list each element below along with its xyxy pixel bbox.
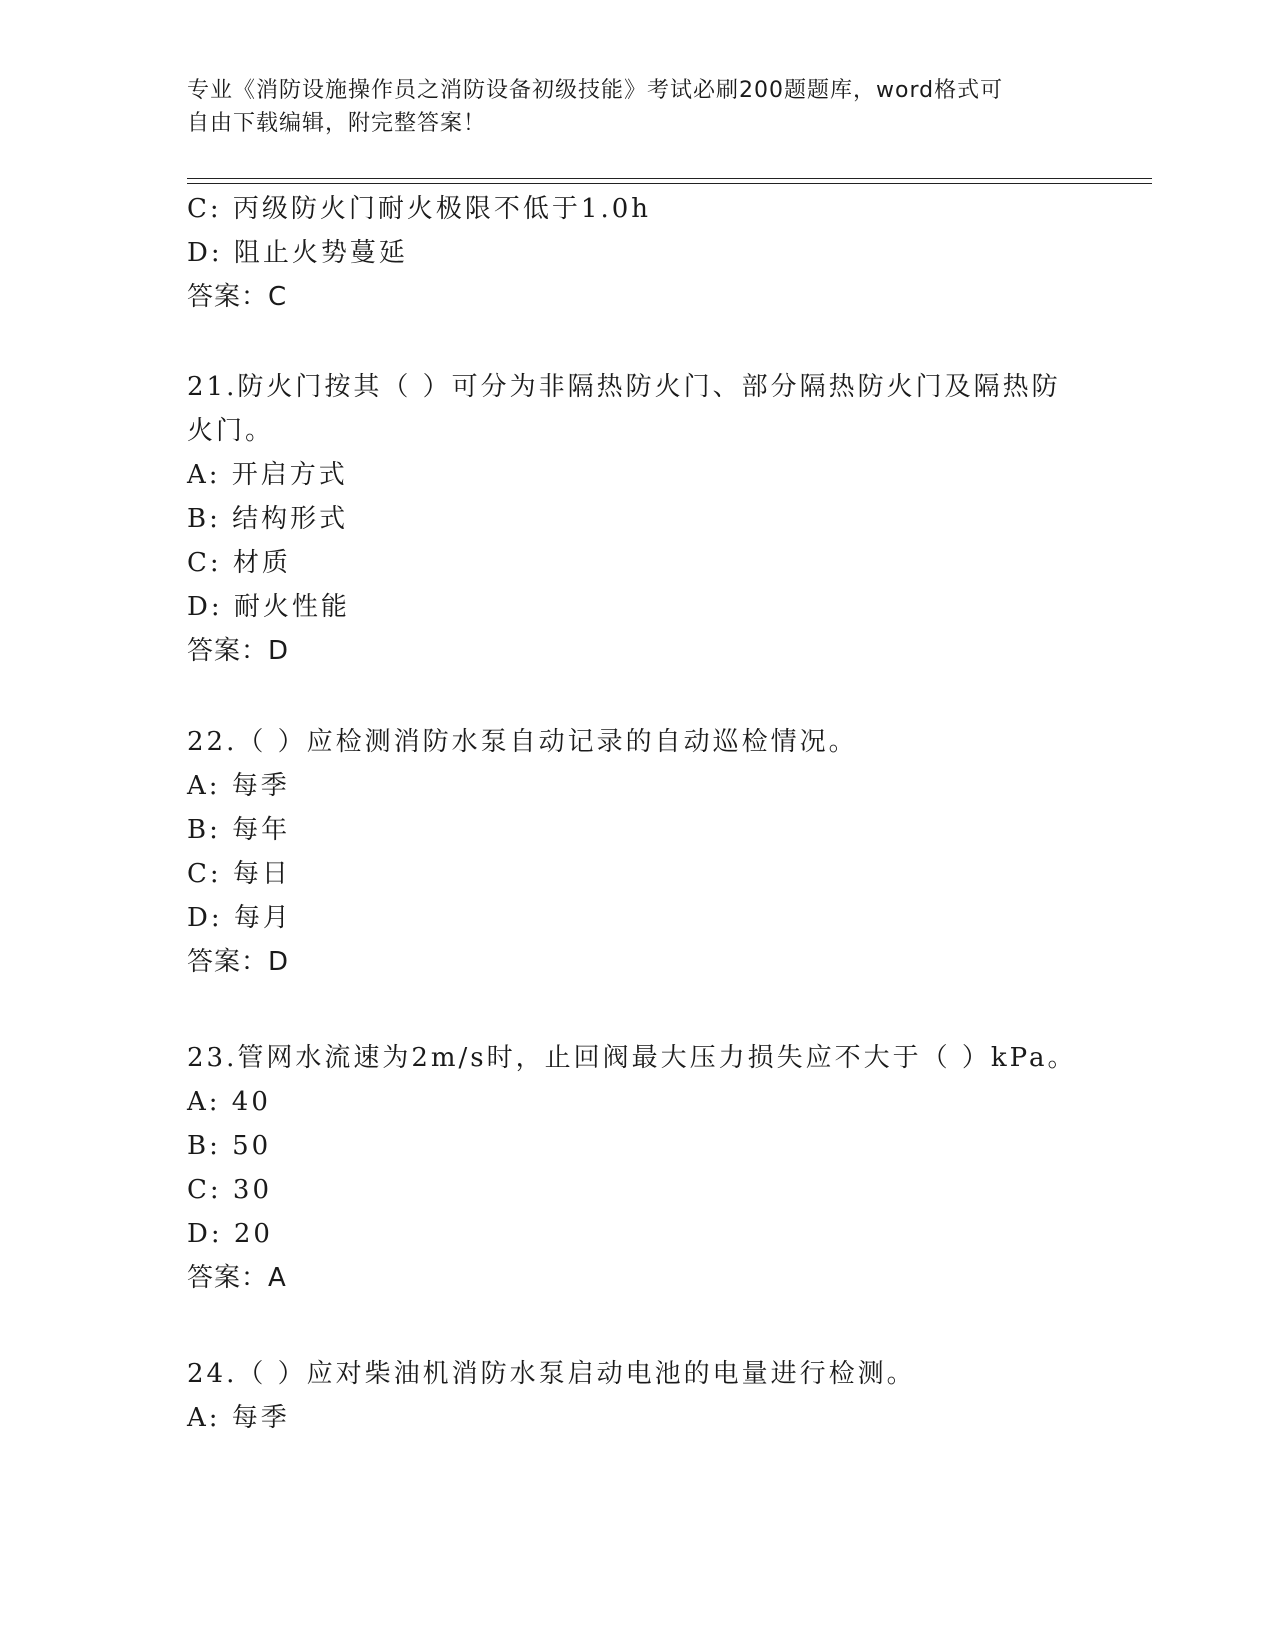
document-header xyxy=(187,74,1067,140)
q23-option-c: C: 30 xyxy=(187,1175,273,1205)
q22-option-a: A: 每季 xyxy=(187,771,290,801)
q21-option-b: B: 结构形式 xyxy=(187,504,349,534)
q21-option-a: A: 开启方式 xyxy=(187,460,348,490)
q24-stem: 24.（ ）应对柴油机消防水泵启动电池的电量进行检测。 xyxy=(187,1359,916,1389)
q23-option-d: D: 20 xyxy=(187,1219,273,1249)
q21-answer: 答案：D xyxy=(187,636,290,666)
q20-answer: 答案：C xyxy=(187,282,288,312)
q21-option-d: D: 耐火性能 xyxy=(187,592,350,622)
q22-option-d: D: 每月 xyxy=(187,903,292,933)
header-line-2: 自由下载编辑，附完整答案！ xyxy=(187,111,487,136)
q22-option-c: C: 每日 xyxy=(187,859,291,889)
q20-option-c: C: 丙级防火门耐火极限不低于1.0h xyxy=(187,194,652,224)
header-divider-top xyxy=(187,178,1152,179)
q23-answer: 答案：A xyxy=(187,1263,287,1293)
q22-stem: 22.（ ）应检测消防水泵自动记录的自动巡检情况。 xyxy=(187,727,858,757)
q21-stem-line-2: 火门。 xyxy=(187,416,275,446)
q24-option-a: A: 每季 xyxy=(187,1403,290,1433)
q23-stem: 23.管网水流速为2m/s时，止回阀最大压力损失应不大于（ ）kPa。 xyxy=(187,1043,1077,1073)
header-divider-bottom xyxy=(187,183,1152,184)
q22-answer: 答案：D xyxy=(187,947,290,977)
q21-option-c: C: 材质 xyxy=(187,548,291,578)
q21-stem-line-1: 21.防火门按其（ ）可分为非隔热防火门、部分隔热防火门及隔热防 xyxy=(187,372,1061,402)
q22-option-b: B: 每年 xyxy=(187,815,291,845)
q20-option-d: D: 阻止火势蔓延 xyxy=(187,238,408,268)
q23-option-b: B: 50 xyxy=(187,1131,272,1161)
q23-option-a: A: 40 xyxy=(187,1087,271,1117)
header-line-1: 专业《消防设施操作员之消防设备初级技能》考试必刷200题题库，word格式可 xyxy=(187,78,1004,103)
